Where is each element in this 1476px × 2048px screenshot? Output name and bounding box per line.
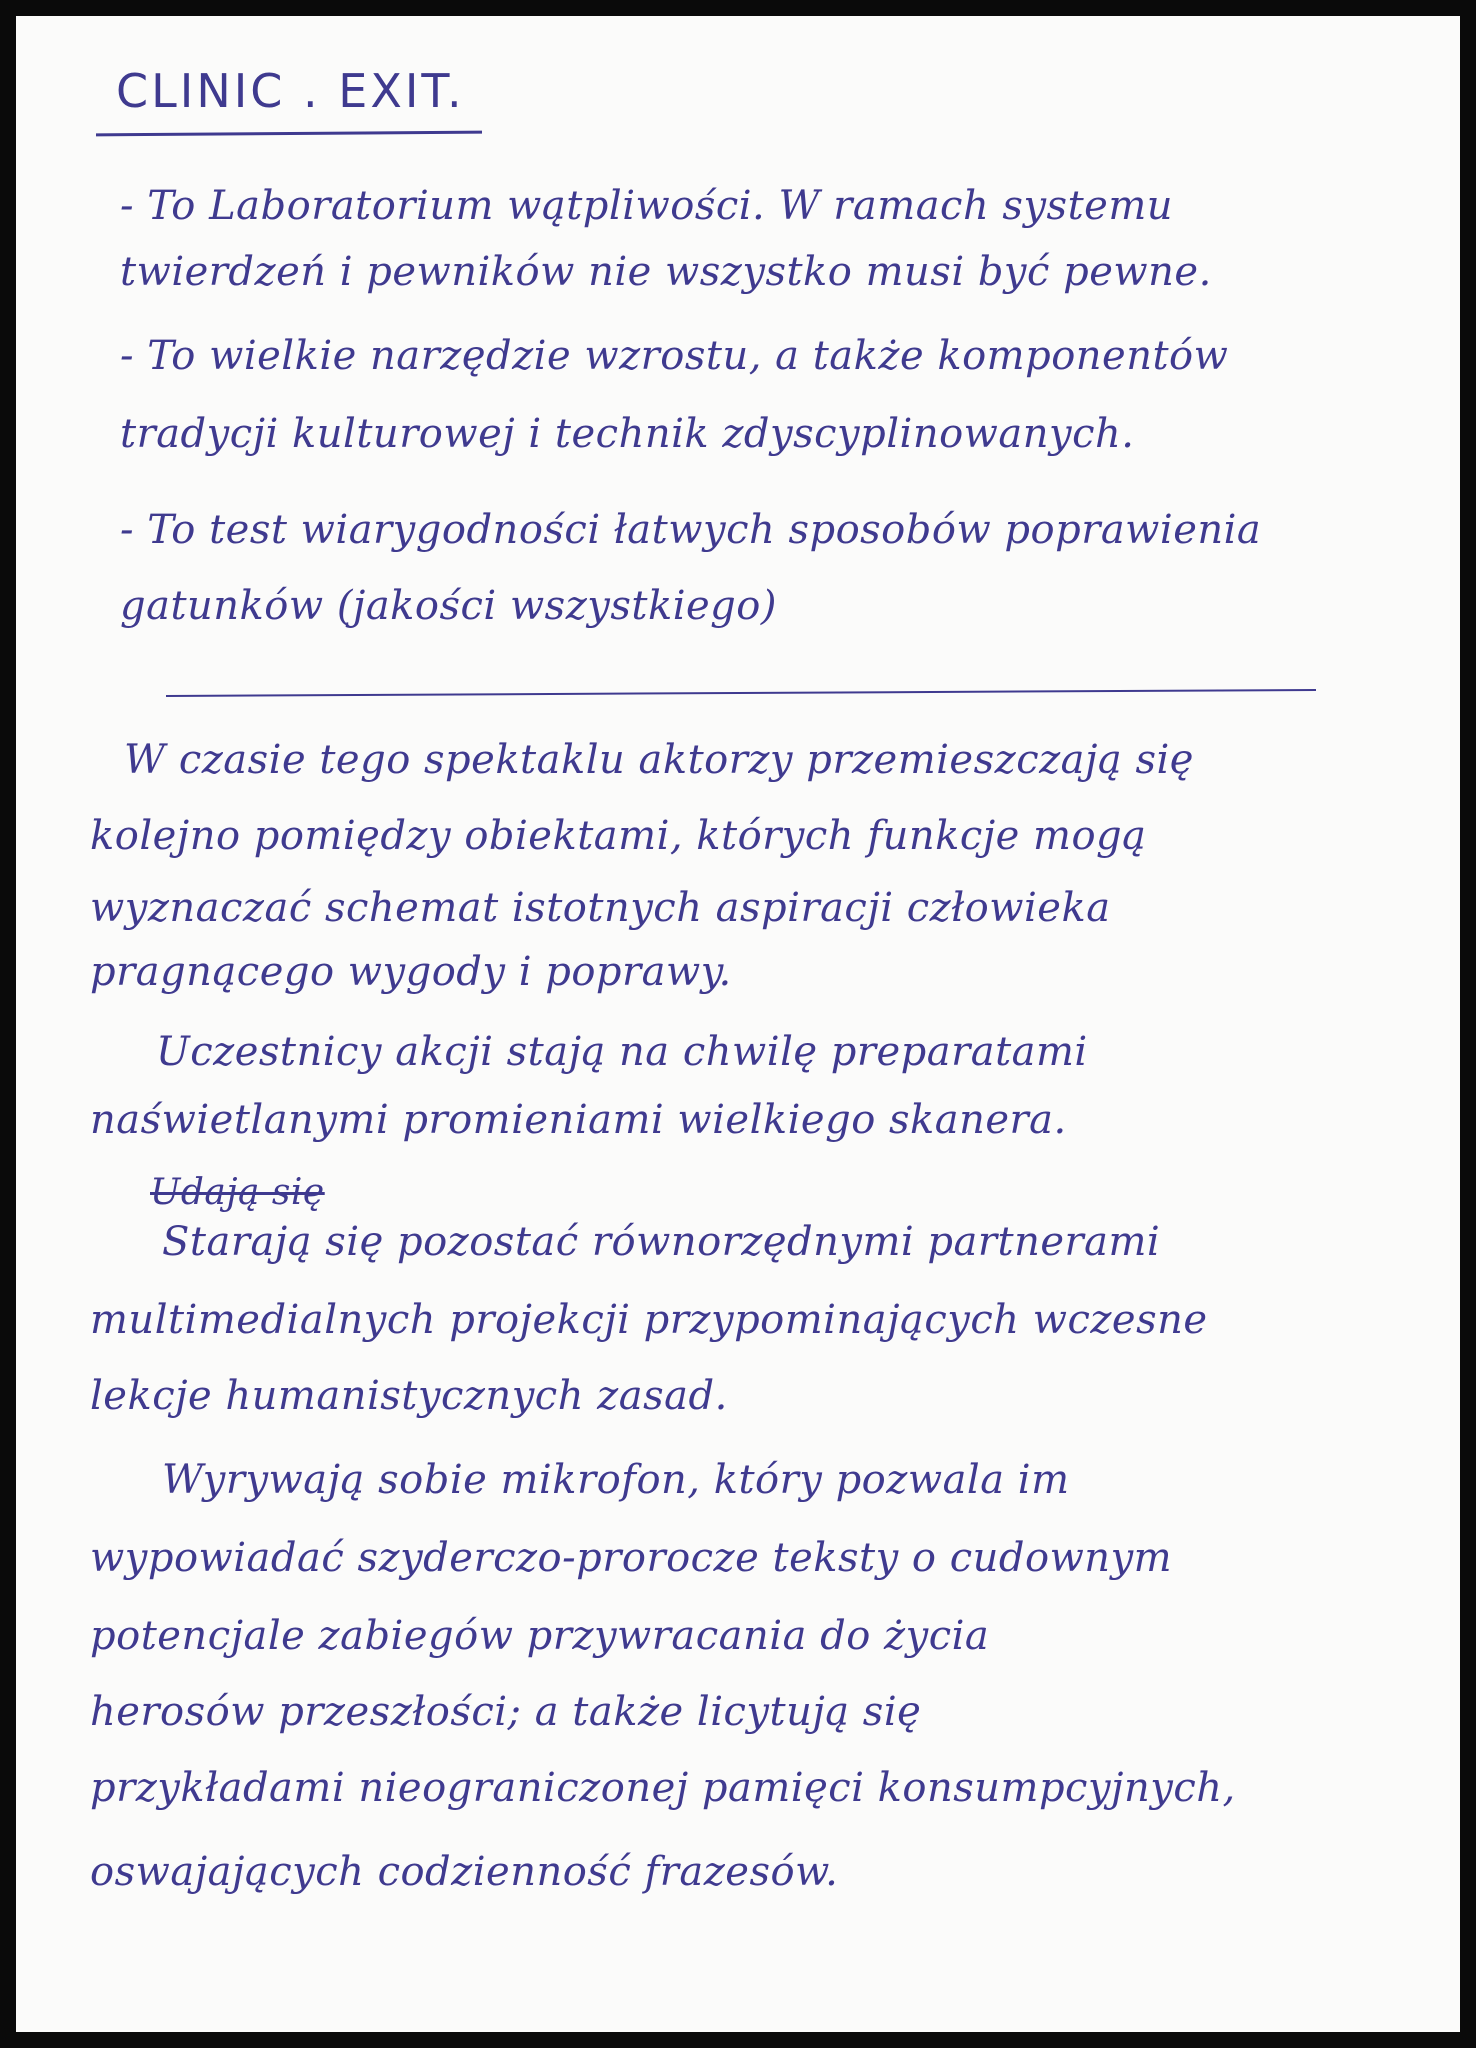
bullet-3-line-1: - To test wiarygodności łatwych sposobów poprawienia	[120, 507, 1262, 553]
struck-out-text: Udają się	[150, 1172, 325, 1213]
paragraph-3-line-1: Starają się pozostać równorzędnymi partnerami	[162, 1219, 1161, 1265]
title-underline	[96, 131, 482, 137]
bullet-2-line-2: tradycji kulturowej i technik zdyscyplinowanych.	[120, 411, 1135, 457]
paragraph-1-line-2: kolejno pomiędzy obiektami, których funkcje mogą	[90, 813, 1147, 859]
page-title: CLINIC . EXIT.	[116, 64, 465, 118]
paragraph-2-line-1: Uczestnicy akcji stają na chwilę preparatami	[156, 1029, 1088, 1075]
section-divider	[166, 689, 1316, 697]
paragraph-1-line-1: W czasie tego spektaklu aktorzy przemieszczają się	[124, 737, 1194, 783]
bullet-1-line-2: twierdzeń i pewników nie wszystko musi być pewne.	[120, 249, 1212, 295]
paragraph-3-line-2: multimedialnych projekcji przypominających wczesne	[90, 1297, 1208, 1343]
bullet-1-line-1: - To Laboratorium wątpliwości. W ramach systemu	[120, 183, 1174, 229]
paragraph-2-line-2: naświetlanymi promieniami wielkiego skanera.	[90, 1097, 1067, 1143]
paragraph-4-line-1: Wyrywają sobie mikrofon, który pozwala im	[162, 1457, 1070, 1503]
paragraph-3-line-3: lekcje humanistycznych zasad.	[90, 1373, 728, 1419]
paragraph-4-line-5: przykładami nieograniczonej pamięci konsumpcyjnych,	[90, 1765, 1236, 1811]
paragraph-4-line-4: herosów przeszłości; a także licytują się	[90, 1689, 922, 1735]
paragraph-4-line-6: oswajających codzienność frazesów.	[90, 1849, 839, 1895]
paragraph-1-line-4: pragnącego wygody i poprawy.	[90, 949, 732, 995]
bullet-2-line-1: - To wielkie narzędzie wzrostu, a także komponentów	[120, 333, 1229, 379]
paragraph-1-line-3: wyznaczać schemat istotnych aspiracji człowieka	[90, 885, 1111, 931]
paragraph-4-line-2: wypowiadać szyderczo-prorocze teksty o cudownym	[90, 1535, 1173, 1581]
handwritten-page	[16, 16, 1460, 2032]
paragraph-4-line-3: potencjale zabiegów przywracania do życia	[90, 1613, 990, 1659]
bullet-3-line-2: gatunków (jakości wszystkiego)	[120, 583, 777, 629]
